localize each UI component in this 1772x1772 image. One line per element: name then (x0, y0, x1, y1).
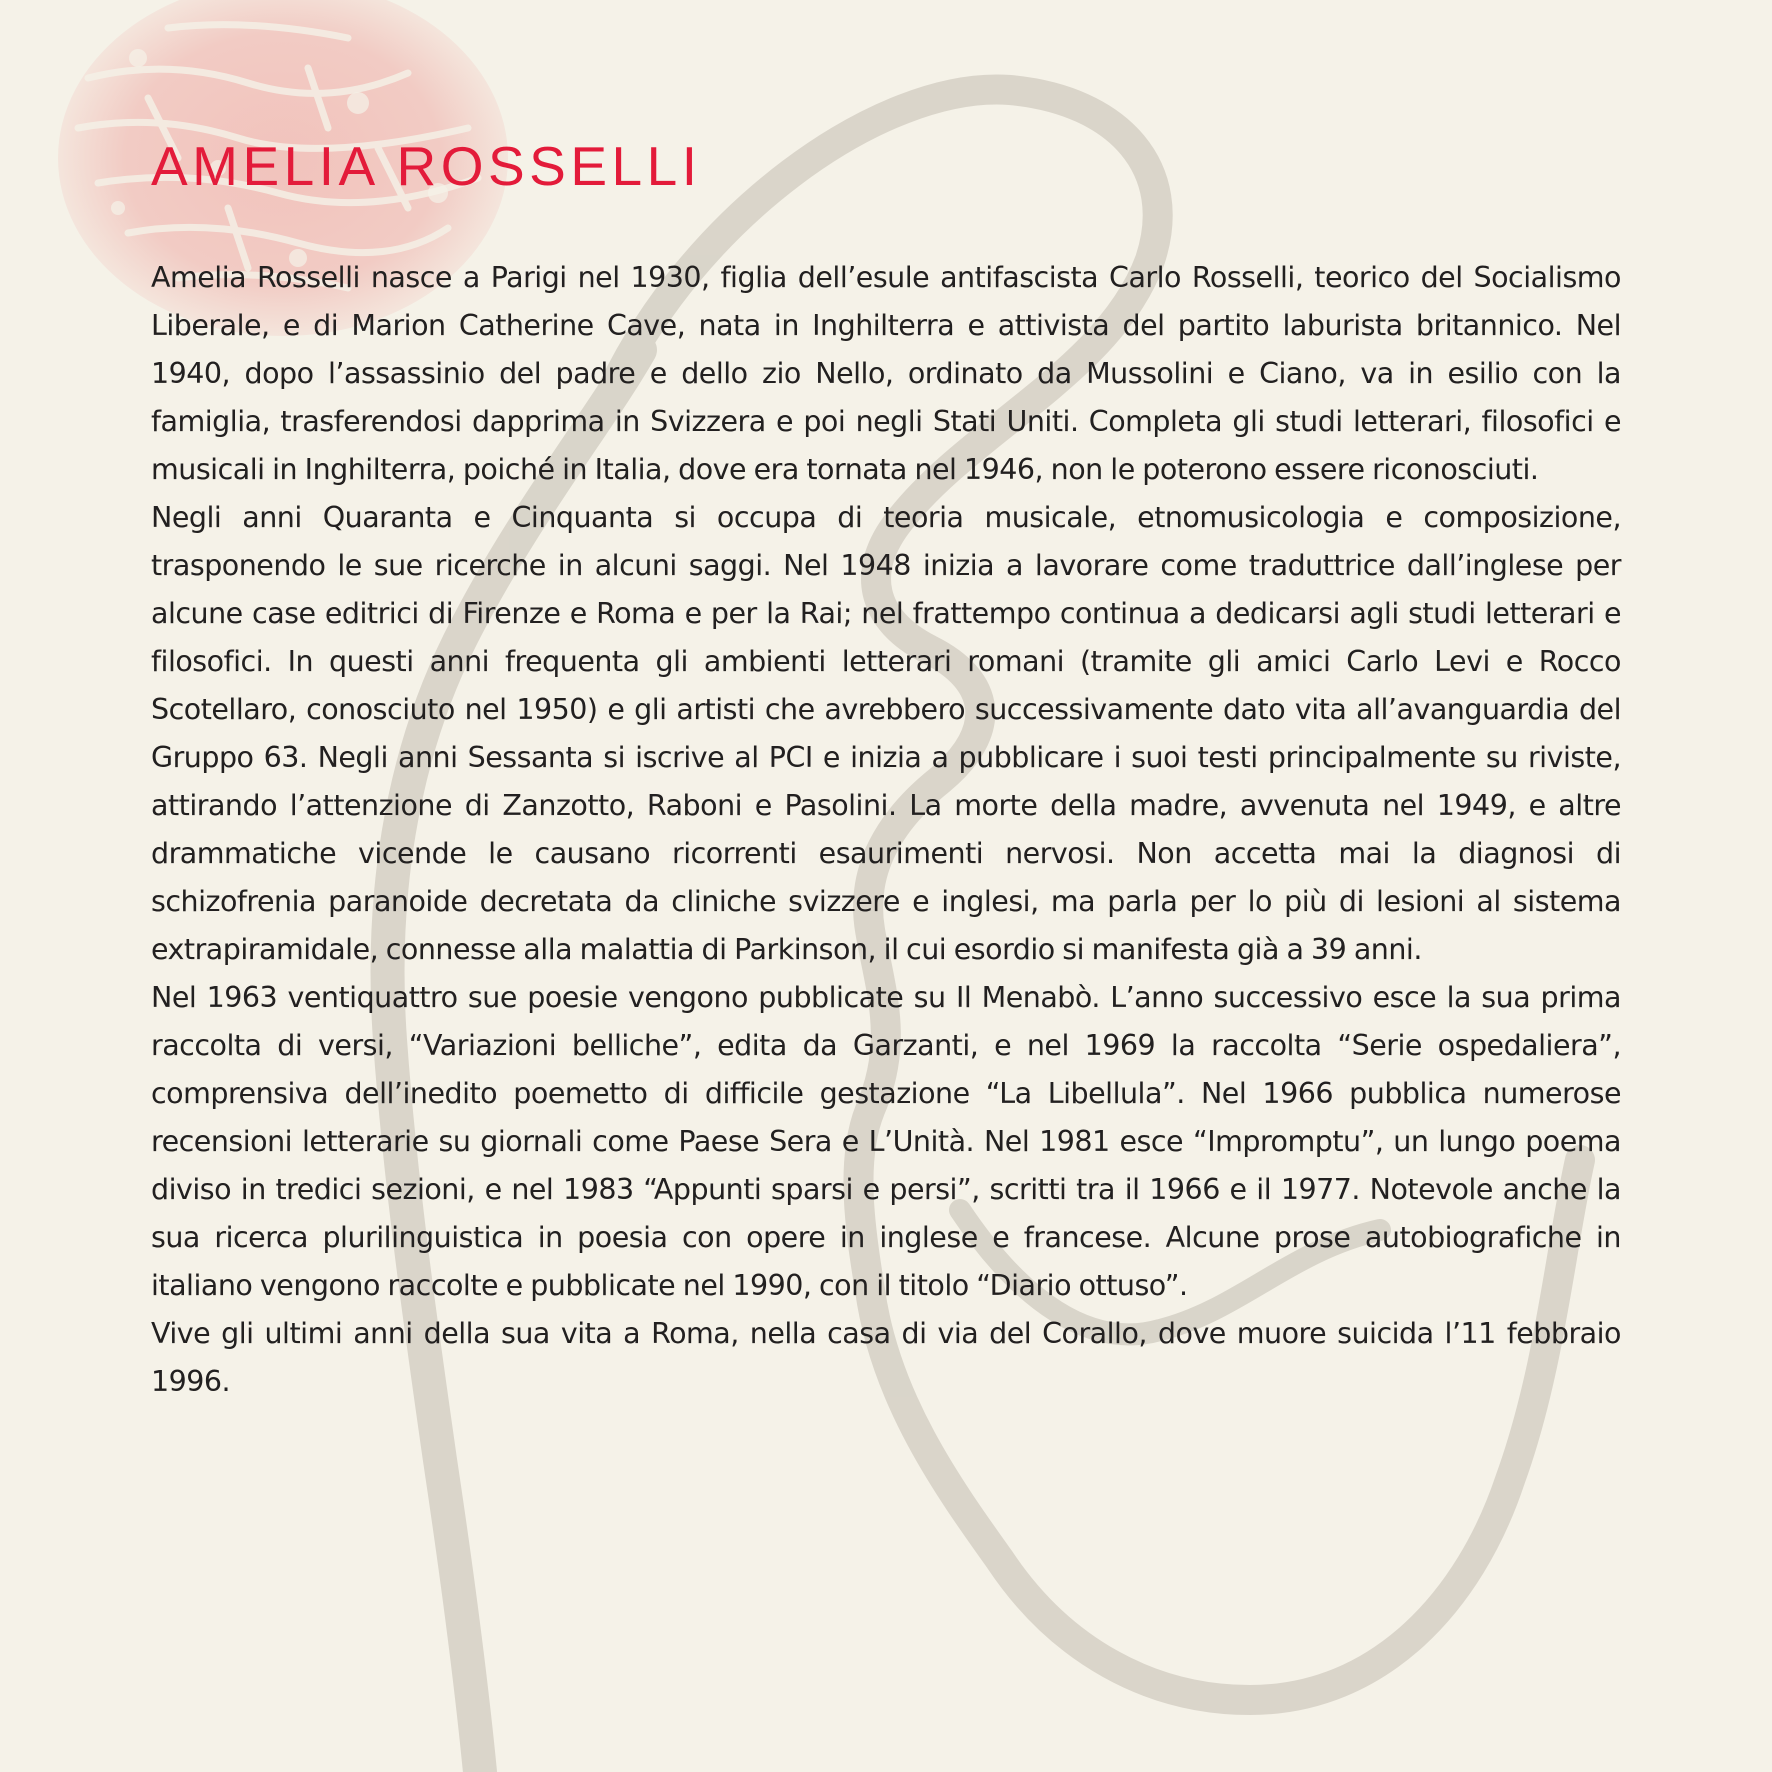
page-title: AMELIA ROSSELLI (151, 135, 702, 197)
paragraph-4: Vive gli ultimi anni della sua vita a Roma, nella casa di via del Corallo, dove muore suicida l’11 febbraio 1996. (151, 1317, 1621, 1398)
paragraph-2: Negli anni Quaranta e Cinquanta si occupa di teoria musicale, etnomusicologia e composizione, trasponendo le sue ricerche in alcuni saggi. Nel 1948 inizia a lavorare come traduttrice dall’inglese per alcune case editrici di Firenze e Roma e per la Rai; nel frattempo continua a dedicarsi agli studi letterari e filosofici. In questi anni frequenta gli ambienti letterari romani (tramite gli amici Carlo Levi e Rocco Scotellaro, conosciuto nel 1950) e gli artisti che avrebbero successivamente dato vita all’avanguardia del Gruppo 63. Negli anni Sessanta si iscrive al PCI e inizia a pubblicare i suoi testi principalmente su riviste, attirando l’attenzione di Zanzotto, Raboni e Pasolini. La morte della madre, avvenuta nel 1949, e altre drammatiche vicende le causano ricorrenti esaurimenti nervosi. Non accetta mai la diagnosi di schizofrenia paranoide decretata da cliniche svizzere e inglesi, ma parla per lo più di lesioni al sistema extrapiramidale, connesse alla malattia di Parkinson, il cui esordio si manifesta già a 39 anni. (151, 501, 1621, 966)
paragraph-3: Nel 1963 ventiquattro sue poesie vengono pubblicate su Il Menabò. L’anno successivo esce la sua prima raccolta di versi, “Variazioni belliche”, edita da Garzanti, e nel 1969 la raccolta “Serie ospedaliera”, comprensiva dell’inedito poemetto di difficile gestazione “La Libellula”. Nel 1966 pubblica numerose recensioni letterarie su giornali come Paese Sera e L’Unità. Nel 1981 esce “Impromptu”, un lungo poema diviso in tredici sezioni, e nel 1983 “Appunti sparsi e persi”, scritti tra il 1966 e il 1977. Notevole anche la sua ricerca plurilinguistica in poesia con opere in inglese e francese. Alcune prose autobiografiche in italiano vengono raccolte e pubblicate nel 1990, con il titolo “Diario ottuso”. (151, 981, 1621, 1302)
biography-text (151, 254, 1621, 1406)
paragraph-1: Amelia Rosselli nasce a Parigi nel 1930, figlia dell’esule antifascista Carlo Rosselli, teorico del Socialismo Liberale, e di Marion Catherine Cave, nata in Inghilterra e attivista del partito laburista britannico. Nel 1940, dopo l’assassinio del padre e dello zio Nello, ordinato da Mussolini e Ciano, va in esilio con la famiglia, trasferendosi dapprima in Svizzera e poi negli Stati Uniti. Completa gli studi letterari, filosofici e musicali in Inghilterra, poiché in Italia, dove era tornata nel 1946, non le poterono essere riconosciuti. (151, 261, 1621, 486)
